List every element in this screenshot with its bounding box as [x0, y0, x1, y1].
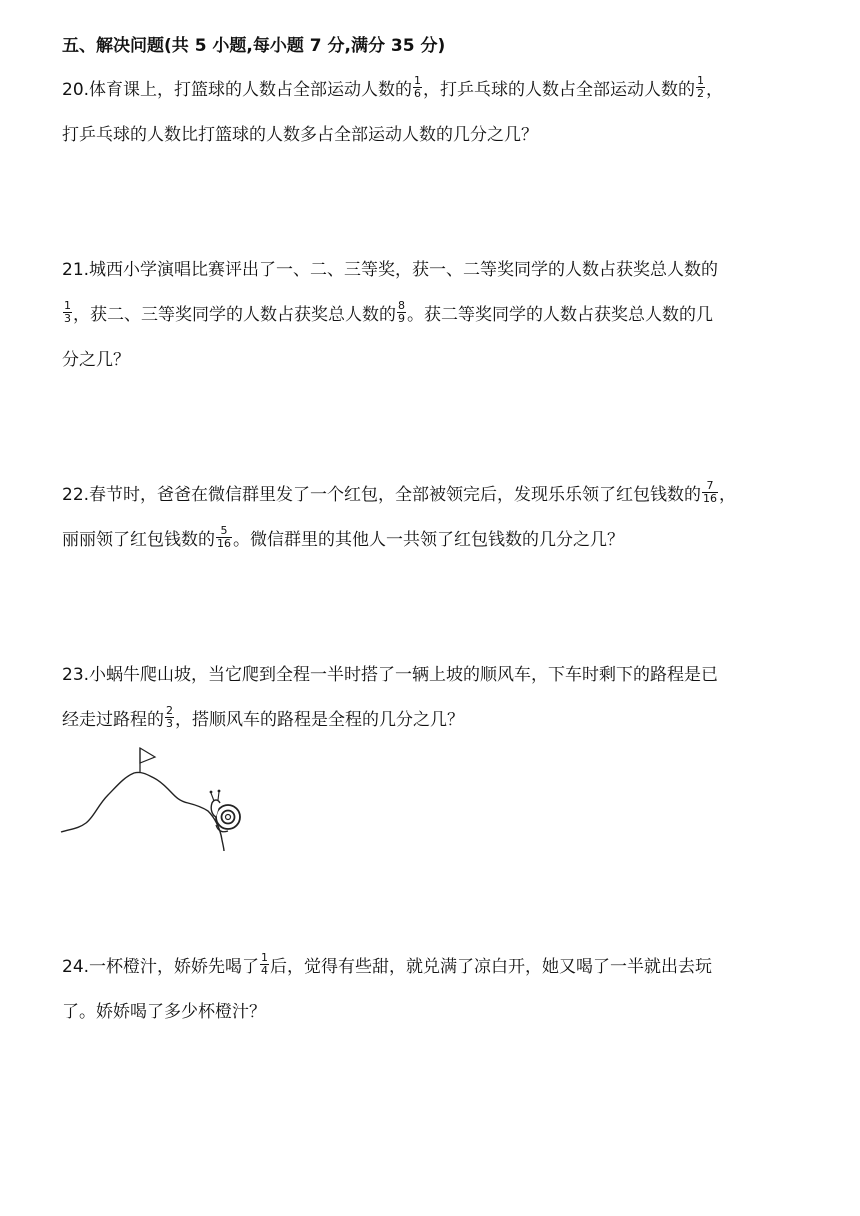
problem-text: 城西小学演唱比赛评出了一、二、三等奖，获一、二等奖同学的人数占获奖总人数的	[89, 260, 719, 280]
fraction-numerator: 1	[414, 73, 422, 87]
problem-23-line-2	[62, 698, 837, 743]
fraction	[702, 480, 718, 505]
problem-text: 。微信群里的其他人一共领了红包钱数的几分之几？	[233, 530, 624, 550]
problem-number: 22.	[62, 485, 90, 505]
fraction-denominator: 3	[64, 311, 71, 325]
problem-number: 23.	[62, 665, 90, 685]
problem-24	[62, 945, 837, 1035]
problem-20	[62, 68, 837, 158]
problem-23-line-1	[62, 653, 837, 698]
fraction-numerator: 5	[220, 523, 228, 537]
problem-text: 春节时，爸爸在微信群里发了一个红包，全部被领完后，发现乐乐领了红包钱数的	[89, 485, 702, 505]
fraction-denominator: 16	[217, 536, 231, 550]
problem-text: 一杯橙汁，娇娇先喝了	[89, 957, 260, 977]
problem-21-line-3: 分之几？	[62, 350, 130, 370]
fraction-numerator: 1	[64, 298, 71, 312]
fraction	[397, 300, 406, 325]
fraction-denominator: 4	[261, 963, 269, 977]
fraction-numerator: 7	[706, 478, 714, 492]
problem-text: ，搭顺风车的路程是全程的几分之几？	[175, 710, 464, 730]
fraction-denominator: 3	[166, 716, 173, 730]
fraction	[216, 525, 232, 550]
problem-text: ，	[719, 485, 737, 505]
snail-icon	[210, 790, 240, 832]
fraction	[260, 952, 269, 977]
problem-text: 丽丽领了红包钱数的	[62, 530, 215, 550]
fraction-denominator: 9	[398, 311, 405, 325]
fraction-numerator: 8	[398, 298, 405, 312]
fraction	[696, 75, 705, 100]
fraction	[413, 75, 422, 100]
problem-21	[62, 248, 837, 383]
flag-icon	[140, 748, 155, 763]
problem-21-line-1	[62, 248, 837, 293]
hill-outline	[61, 772, 224, 851]
problem-22-line-1	[62, 473, 837, 518]
problem-24-line-1	[62, 945, 837, 990]
problem-22-line-2	[62, 518, 837, 563]
problem-number: 24.	[62, 957, 90, 977]
fraction-numerator: 1	[697, 73, 705, 87]
problem-22	[62, 473, 837, 563]
problem-21-line-2	[62, 293, 837, 338]
fraction-denominator: 16	[703, 491, 718, 505]
problem-20-line-1	[62, 68, 837, 113]
fraction-numerator: 2	[166, 703, 173, 717]
section-title: 五、解决问题(共 5 小题,每小题 7 分,满分 35 分)	[62, 36, 446, 56]
problem-23	[62, 653, 837, 743]
problem-20-line-2: 打乒乓球的人数比打篮球的人数多占全部运动人数的几分之几？	[62, 125, 538, 145]
snail-hill-illustration	[58, 745, 248, 855]
fraction-numerator: 1	[261, 950, 269, 964]
problem-text: 小蜗牛爬山坡，当它爬到全程一半时搭了一辆上坡的顺风车，下车时剩下的路程是已	[89, 665, 719, 685]
problem-number: 21.	[62, 260, 90, 280]
problem-text: ，	[706, 80, 724, 100]
fraction-denominator: 6	[414, 86, 422, 100]
fraction	[165, 705, 174, 730]
problem-text: 。获二等奖同学的人数占获奖总人数的几	[407, 305, 713, 325]
problem-number: 20.	[62, 80, 90, 100]
fraction	[63, 300, 72, 325]
problem-text: 后，觉得有些甜，就兑满了凉白开，她又喝了一半就出去玩	[270, 957, 713, 977]
problem-24-line-2: 了。娇娇喝了多少杯橙汁？	[62, 1002, 266, 1022]
problem-text: ，打乒乓球的人数占全部运动人数的	[423, 80, 696, 100]
problem-text: 经走过路程的	[62, 710, 164, 730]
problem-text: 体育课上，打篮球的人数占全部运动人数的	[89, 80, 413, 100]
problem-text: ，获二、三等奖同学的人数占获奖总人数的	[73, 305, 396, 325]
fraction-denominator: 2	[697, 86, 705, 100]
